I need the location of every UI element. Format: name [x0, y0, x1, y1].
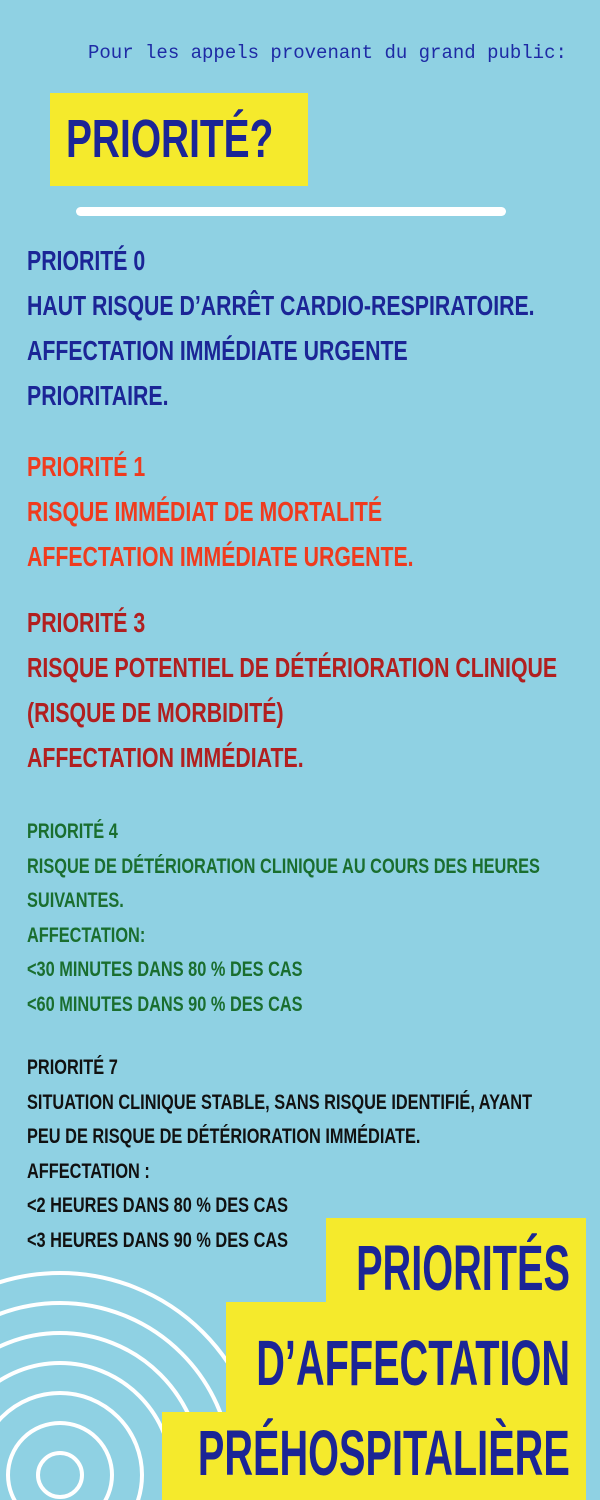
- footer-title-line: PRÉHOSPITALIÈRE: [198, 1417, 570, 1489]
- priority-7-line: <2 HEURES DANS 80 % DES CAS: [27, 1193, 289, 1217]
- priority-7-line: SITUATION CLINIQUE STABLE, SANS RISQUE IDENTIFIÉ, AYANT: [27, 1089, 533, 1114]
- priority-1-heading: PRIORITÉ 1: [27, 451, 146, 482]
- priority-7-line: <3 HEURES DANS 90 % DES CAS: [27, 1227, 289, 1252]
- priority-1-block: [27, 444, 536, 579]
- priority-4-heading: PRIORITÉ 4: [27, 819, 118, 843]
- priority-7-heading: PRIORITÉ 7: [27, 1055, 118, 1079]
- priority-7-line: AFFECTATION :: [27, 1158, 150, 1183]
- priority-0-heading: PRIORITÉ 0: [27, 245, 146, 276]
- priority-4-line: AFFECTATION:: [27, 922, 146, 947]
- priority-0-block: [27, 238, 600, 418]
- footer-title-line: PRIORITÉS: [356, 1232, 570, 1304]
- priority-1-line: RISQUE IMMÉDIAT DE MORTALITÉ: [27, 496, 383, 527]
- priority-3-block: [27, 600, 600, 780]
- priority-3-line: AFFECTATION IMMÉDIATE.: [27, 742, 304, 773]
- priority-0-line: AFFECTATION IMMÉDIATE URGENTE: [27, 335, 408, 366]
- priority-7-line: PEU DE RISQUE DE DÉTÉRIORATION IMMÉDIATE.: [27, 1124, 421, 1148]
- intro-text: Pour les appels provenant du grand public:: [88, 42, 567, 64]
- priority-3-heading: PRIORITÉ 3: [27, 607, 146, 638]
- priority-1-line: AFFECTATION IMMÉDIATE URGENTE.: [27, 541, 414, 572]
- priority-4-line: RISQUE DE DÉTÉRIORATION CLINIQUE AU COURS DES HEURES: [27, 853, 540, 878]
- footer-title-line: D’AFFECTATION: [256, 1327, 570, 1399]
- divider: [76, 207, 506, 216]
- priority-4-line: <30 MINUTES DANS 80 % DES CAS: [27, 957, 303, 981]
- priority-0-line: PRIORITAIRE.: [27, 380, 169, 411]
- priority-3-line: RISQUE POTENTIEL DE DÉTÉRIORATION CLINIQUE: [27, 652, 558, 683]
- priority-4-line: <60 MINUTES DANS 90 % DES CAS: [27, 991, 303, 1016]
- priority-4-block: [27, 814, 600, 1021]
- priority-4-line: SUIVANTES.: [27, 888, 124, 912]
- page-title: PRIORITÉ?: [66, 109, 274, 169]
- priority-0-line: HAUT RISQUE D’ARRÊT CARDIO-RESPIRATOIRE.: [27, 290, 535, 321]
- priority-3-line: (RISQUE DE MORBIDITÉ): [27, 697, 284, 728]
